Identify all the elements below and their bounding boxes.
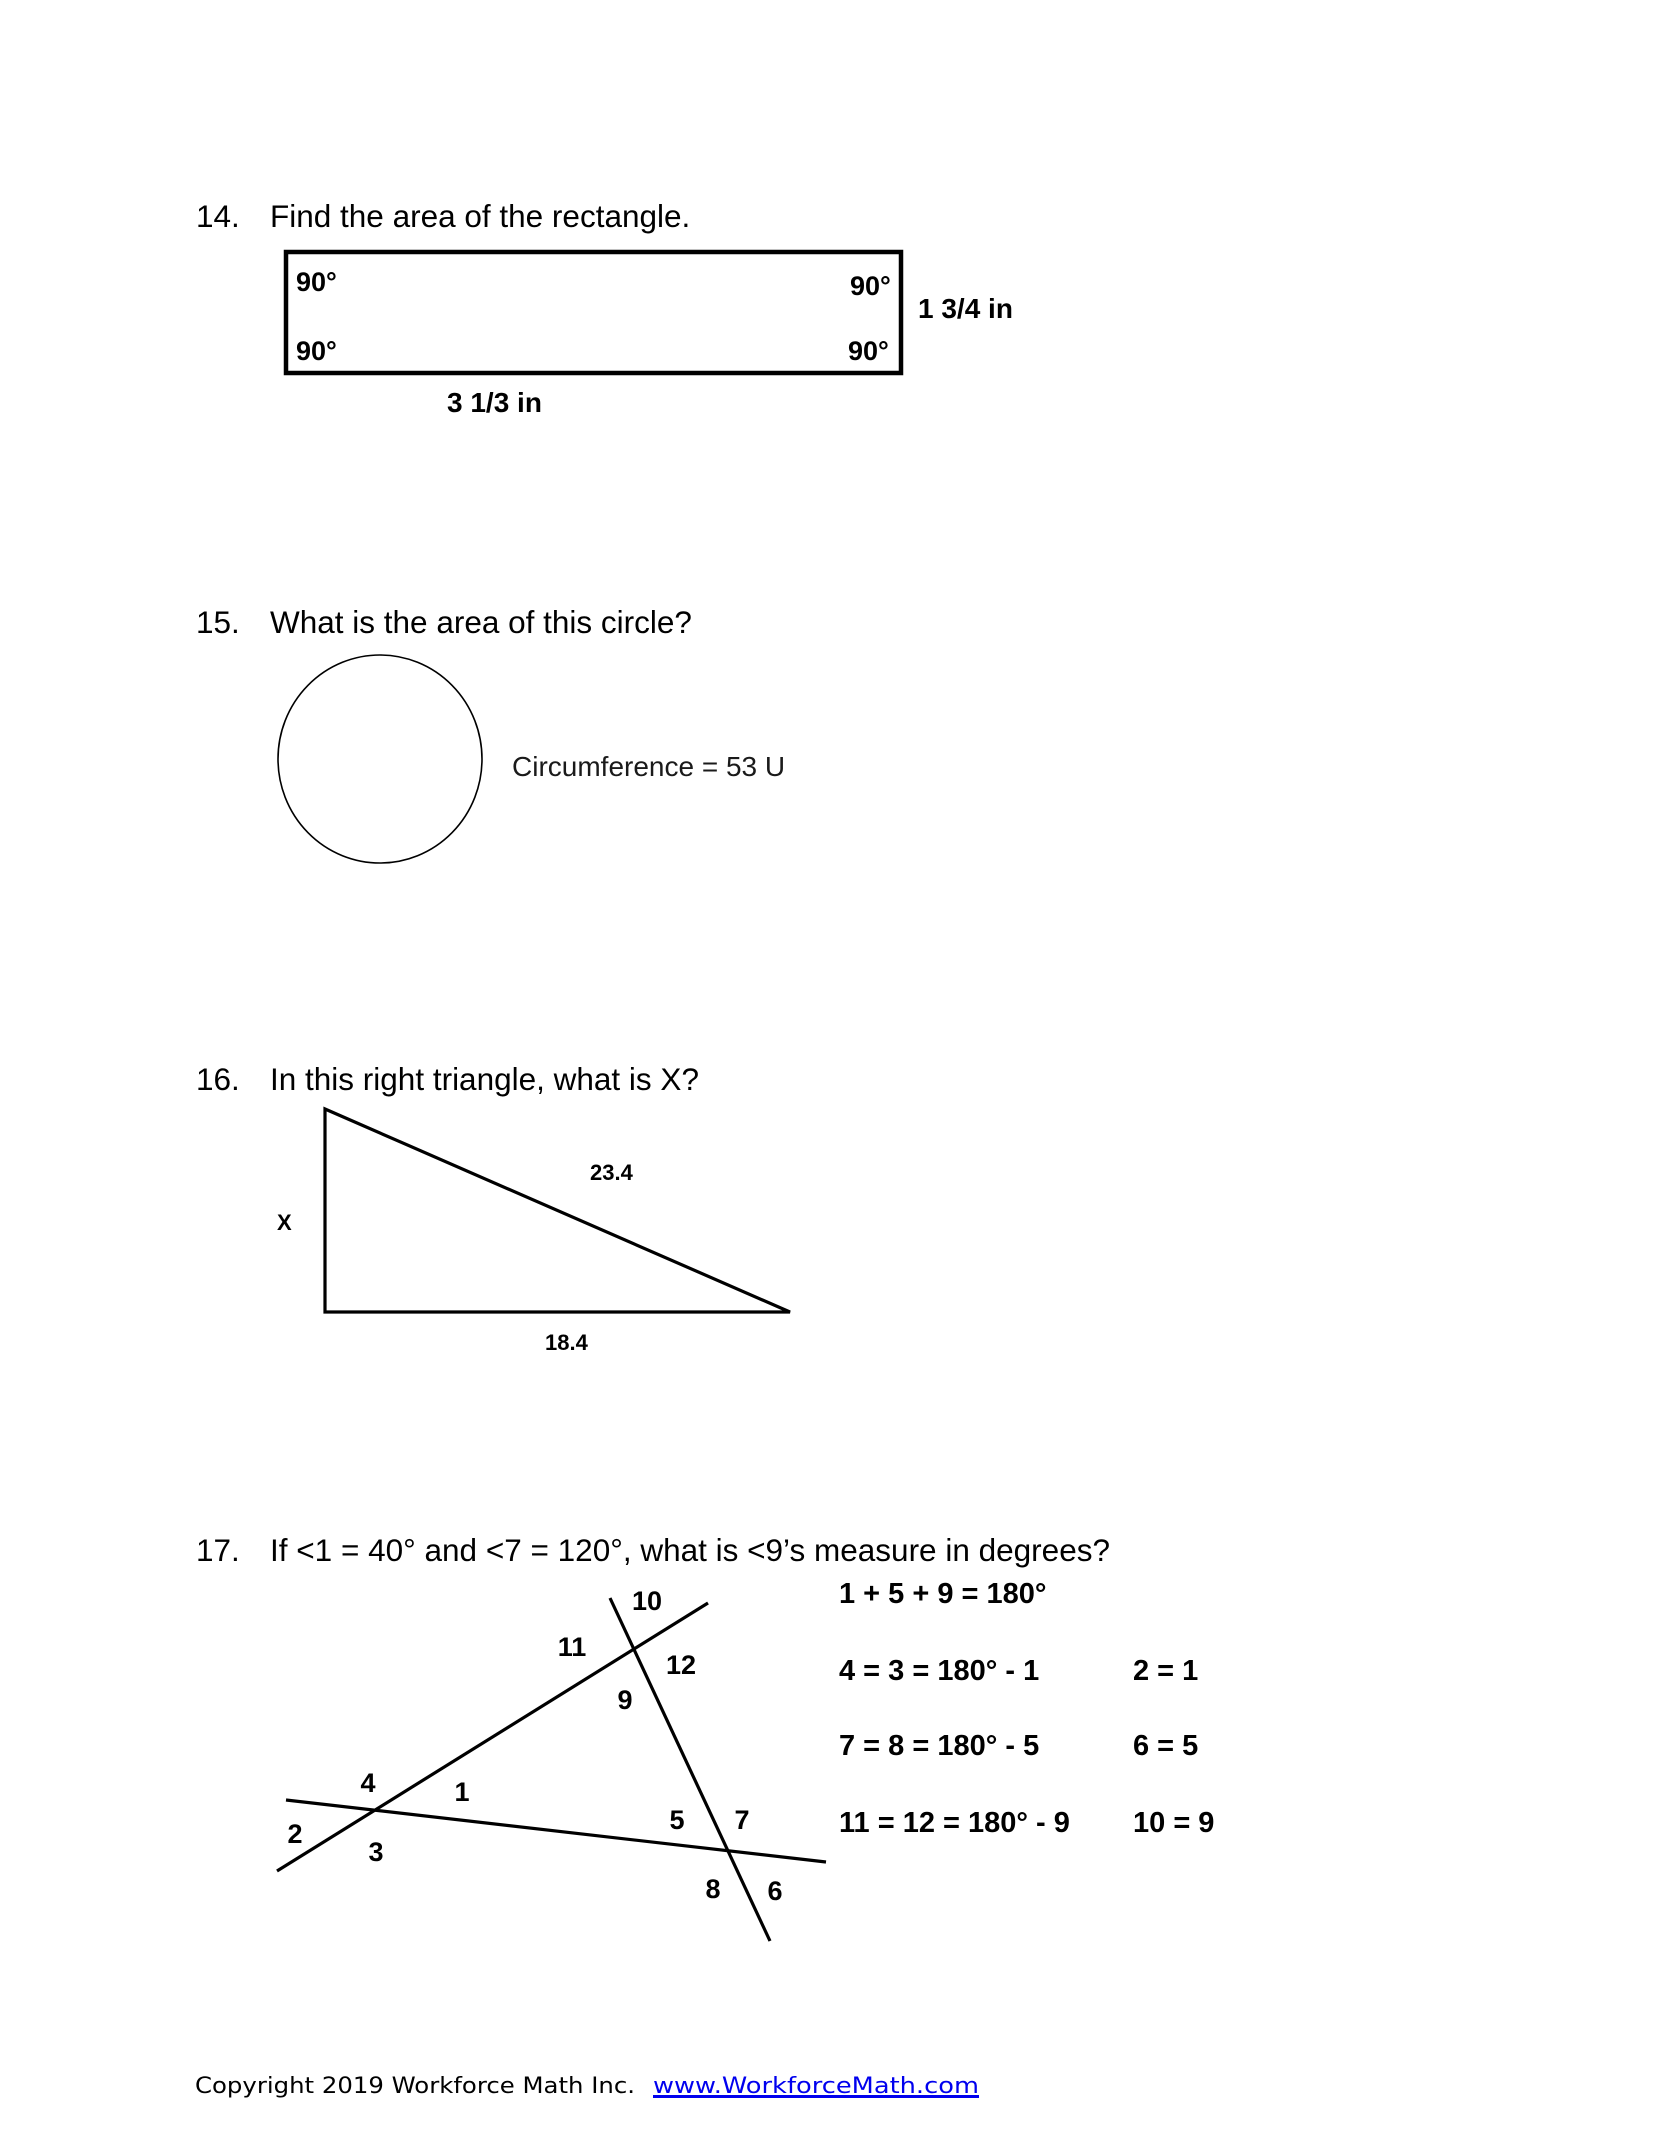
angle-label-top-right: 90° — [850, 271, 891, 301]
question-text: In this right triangle, what is X? — [270, 1061, 699, 1097]
angle-label-2: 2 — [287, 1819, 303, 1849]
circumference-label: Circumference = 53 U — [512, 751, 786, 782]
angle-label-11: 11 — [557, 1632, 587, 1662]
width-label: 3 1/3 in — [447, 387, 542, 418]
angle-label-1: 1 — [454, 1777, 470, 1807]
equation: 2 = 1 — [1133, 1655, 1199, 1687]
equation: 7 = 8 = 180° - 5 — [839, 1730, 1040, 1762]
equations-left — [839, 1578, 1070, 1839]
angle-label-top-left: 90° — [296, 267, 337, 297]
question-16 — [196, 1061, 790, 1355]
angle-label-bottom-left: 90° — [296, 336, 337, 366]
transversal-line-a — [277, 1603, 708, 1871]
equations-right — [1133, 1655, 1214, 1839]
angle-label-7: 7 — [734, 1805, 750, 1835]
base-label: 18.4 — [545, 1330, 588, 1355]
copyright-text: Copyright 2019 Workforce Math Inc. — [195, 2074, 635, 2099]
question-number: 17. — [196, 1532, 240, 1568]
angle-label-12: 12 — [665, 1650, 697, 1680]
angle-label-4: 4 — [360, 1768, 376, 1798]
question-number: 15. — [196, 604, 240, 640]
website-link[interactable]: www.WorkforceMath.com — [653, 2074, 979, 2099]
angle-label-8: 8 — [705, 1874, 721, 1904]
right-triangle-figure — [325, 1109, 790, 1312]
hypotenuse-label: 23.4 — [590, 1160, 633, 1185]
circle-figure — [278, 655, 482, 863]
footer — [195, 2074, 979, 2099]
equation: 6 = 5 — [1133, 1730, 1199, 1762]
equation: 1 + 5 + 9 = 180° — [839, 1578, 1047, 1610]
question-text: What is the area of this circle? — [270, 604, 692, 640]
angle-label-bottom-right: 90° — [848, 336, 889, 366]
rectangle-figure — [286, 252, 901, 373]
question-number: 16. — [196, 1061, 240, 1097]
question-text: Find the area of the rectangle. — [270, 198, 691, 234]
leg-x-label: X — [277, 1210, 292, 1235]
angle-label-3: 3 — [368, 1837, 384, 1867]
question-15 — [196, 604, 785, 863]
question-14 — [196, 198, 1013, 418]
equation: 11 = 12 = 180° - 9 — [839, 1807, 1070, 1839]
angle-label-10: 10 — [631, 1586, 663, 1616]
question-text: If <1 = 40° and <7 = 120°, what is <9’s measure in degrees? — [270, 1532, 1110, 1568]
angle-label-5: 5 — [669, 1805, 685, 1835]
equation: 10 = 9 — [1133, 1807, 1215, 1839]
angle-label-9: 9 — [617, 1685, 633, 1715]
angle-label-6: 6 — [767, 1876, 783, 1906]
angle-labels — [287, 1586, 782, 1906]
question-17 — [196, 1532, 1214, 1941]
height-label: 1 3/4 in — [918, 293, 1013, 324]
question-number: 14. — [196, 198, 240, 234]
equation: 4 = 3 = 180° - 1 — [839, 1655, 1040, 1687]
